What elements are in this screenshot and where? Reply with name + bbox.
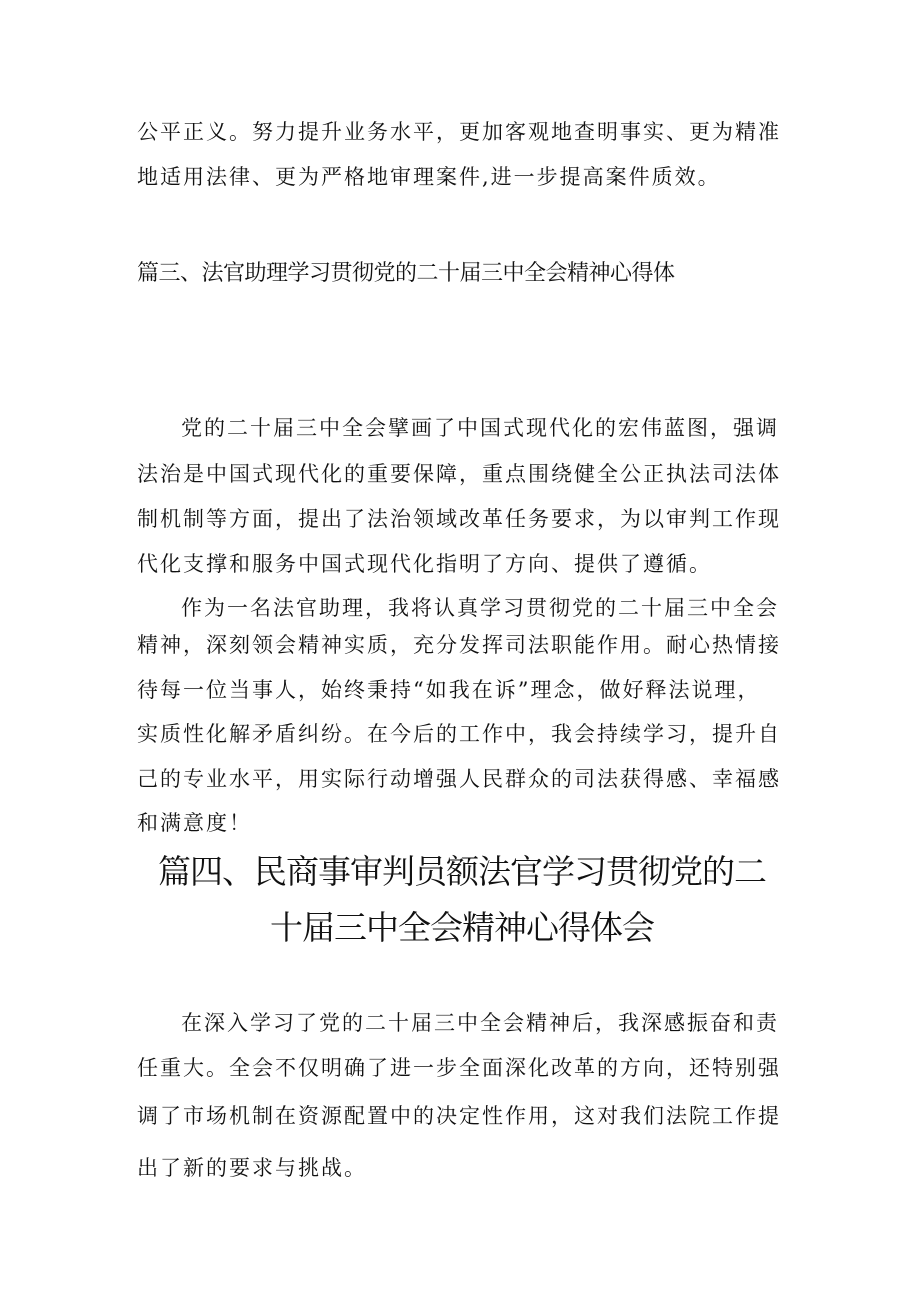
- intro-line-1: 公平正义。努力提升业务水平，更加客观地查明事实、更为精准: [137, 120, 781, 144]
- section3-para2-line-2: 精神，深刻领会精神实质，充分发挥司法职能作用。耐心热情接: [137, 633, 781, 657]
- section3-para2-line-3: 待每一位当事人，始终秉持“如我在诉”理念，做好释法说理，: [137, 678, 761, 702]
- section4-title-line-2: 十届三中全会精神心得体会: [270, 908, 654, 947]
- section4-para1-line-3: 调了市场机制在资源配置中的决定性作用，这对我们法院工作提: [137, 1104, 781, 1128]
- intro-line-2: 地适用法律、更为严格地审理案件,进一步提高案件质效。: [137, 165, 721, 189]
- section3-para2-line-6: 和满意度！: [137, 811, 252, 835]
- section3-para1-line-4: 代化支撑和服务中国式现代化指明了方向、提供了遵循。: [137, 552, 712, 576]
- section4-para1-line-4: 出了新的要求与挑战。: [137, 1156, 367, 1180]
- section3-para2-line-4: 实质性化解矛盾纠纷。在今后的工作中，我会持续学习，提升自: [137, 722, 781, 746]
- section3-para1-line-1: 党的二十届三中全会擘画了中国式现代化的宏伟蓝图，强调: [181, 416, 779, 440]
- section4-title-line-1: 篇四、民商事审判员额法官学习贯彻党的二: [158, 852, 766, 891]
- section3-para1-line-3: 制机制等方面，提出了法治领域改革任务要求，为以审判工作现: [137, 507, 781, 531]
- section3-para2-line-5: 己的专业水平，用实际行动增强人民群众的司法获得感、幸福感: [137, 767, 781, 791]
- section4-para1-line-1: 在深入学习了党的二十届三中全会精神后，我深感振奋和责: [181, 1011, 779, 1035]
- section3-para1-line-2: 法治是中国式现代化的重要保障，重点围绕健全公正执法司法体: [137, 462, 781, 486]
- section4-para1-line-2: 任重大。全会不仅明确了进一步全面深化改革的方向，还特别强: [137, 1056, 781, 1080]
- section3-para2-line-1: 作为一名法官助理，我将认真学习贯彻党的二十届三中全会: [181, 596, 779, 620]
- section3-title: 篇三、法官助理学习贯彻党的二十届三中全会精神心得体: [137, 261, 675, 286]
